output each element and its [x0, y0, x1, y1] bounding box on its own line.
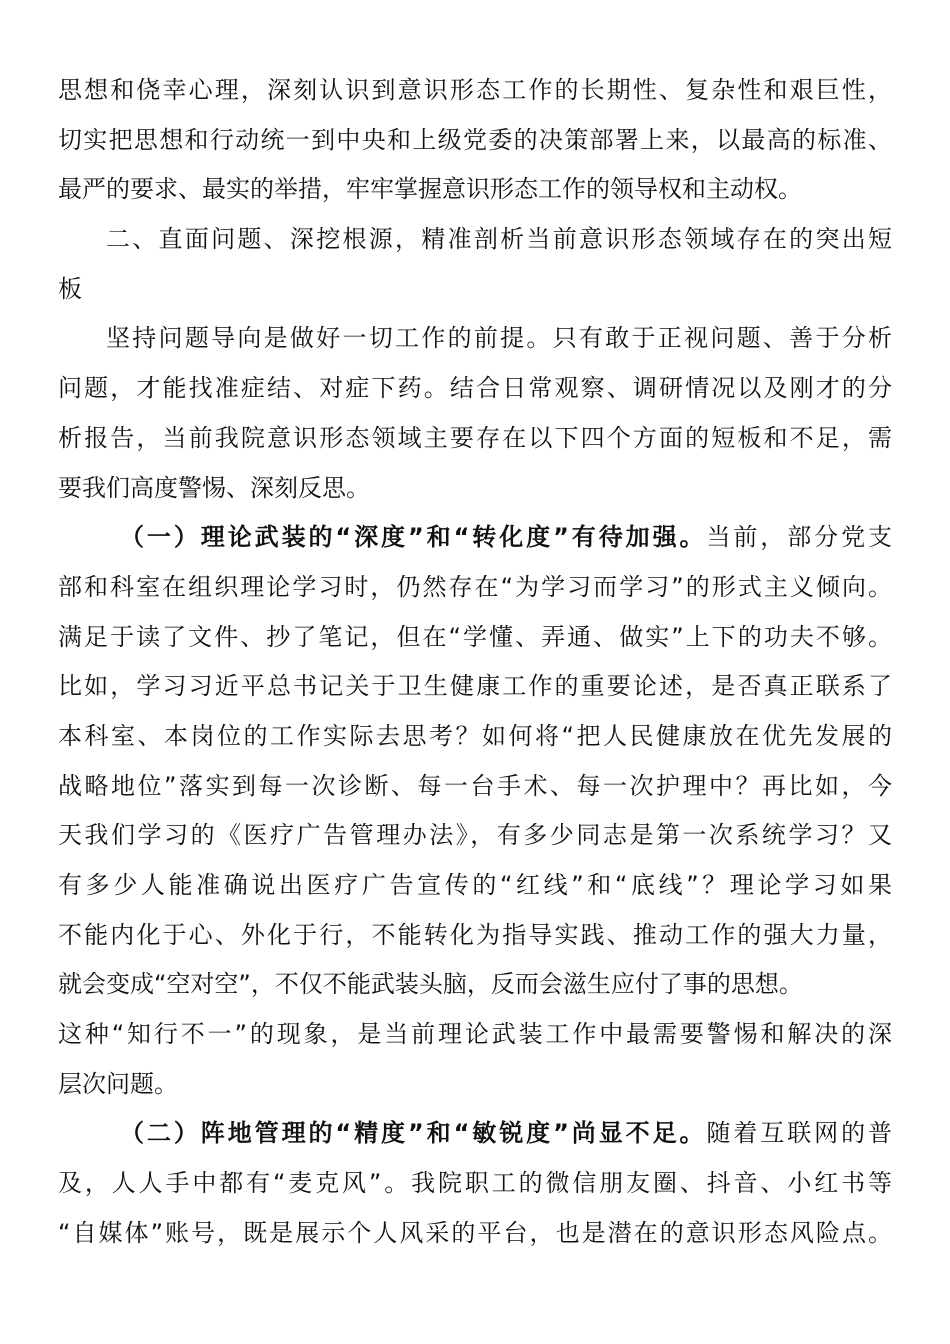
point-two-first-line	[58, 1109, 892, 1159]
text-line: 要我们高度警惕、深刻反思。	[58, 473, 370, 502]
point-one-paragraph	[58, 513, 892, 1109]
text-line: 本科室、本岗位的工作实际去思考？如何将“把人民健康放在优先发展的	[58, 721, 892, 750]
heading-line: 板	[58, 274, 82, 303]
text-line: 层次问题。	[58, 1069, 178, 1098]
text-line: 坚持问题导向是做好一切工作的前提。只有敢于正视问题、善于分析	[106, 324, 892, 353]
text-line: 最严的要求、最实的举措，牢牢掌握意识形态工作的领导权和主动权。	[58, 175, 802, 204]
text-line: 切实把思想和行动统一到中央和上级党委的决策部署上来，以最高的标准、	[58, 125, 892, 154]
point-one-first-line	[58, 513, 892, 563]
text-line: 不能内化于心、外化于行，不能转化为指导实践、推动工作的强大力量，	[58, 920, 892, 949]
text-line: 这种“知行不一”的现象，是当前理论武装工作中最需要警惕和解决的深	[58, 1020, 892, 1049]
point-one-first-line-rest: 当前，部分党支	[706, 523, 893, 552]
text-line: 满足于读了文件、抄了笔记，但在“学懂、弄通、做实”上下的功夫不够。	[58, 622, 892, 651]
point-one-title: （一）理论武装的“深度”和“转化度”有待加强。	[120, 523, 707, 552]
section-two-heading	[58, 215, 892, 314]
continuation-paragraph	[58, 66, 892, 215]
text-line: 比如，学习习近平总书记关于卫生健康工作的重要论述，是否真正联系了	[58, 672, 892, 701]
text-line: 析报告，当前我院意识形态领域主要存在以下四个方面的短板和不足，需	[58, 423, 892, 452]
text-line: “自媒体”账号，既是展示个人风采的平台，也是潜在的意识形态风险点。	[58, 1218, 892, 1247]
text-line: 有多少人能准确说出医疗广告宣传的“红线”和“底线”？理论学习如果	[58, 871, 892, 899]
text-line: 就会变成“空对空”，不仅不能武装头脑，反而会滋生应付了事的思想。	[58, 970, 803, 999]
point-two-first-line-rest: 随着互联网的普	[706, 1119, 893, 1148]
point-two-title: （二）阵地管理的“精度”和“敏锐度”尚显不足。	[120, 1119, 707, 1148]
text-line: 及，人人手中都有“麦克风”。我院职工的微信朋友圈、抖音、小红书等	[58, 1169, 892, 1198]
text-line: 部和科室在组织理论学习时，仍然存在“为学习而学习”的形式主义倾向。	[58, 572, 892, 601]
intro-paragraph	[58, 314, 892, 513]
text-line: 战略地位”落实到每一次诊断、每一台手术、每一次护理中？再比如，今	[58, 771, 892, 800]
text-line: 天我们学习的《医疗广告管理办法》，有多少同志是第一次系统学习？又	[58, 821, 892, 850]
heading-line: 二、直面问题、深挖根源，精准剖析当前意识形态领域存在的突出短	[106, 225, 892, 254]
point-two-paragraph	[58, 1109, 892, 1258]
text-line: 问题，才能找准症结、对症下药。结合日常观察、调研情况以及刚才的分	[58, 374, 892, 403]
document-body	[58, 66, 892, 1259]
text-line: 思想和侥幸心理，深刻认识到意识形态工作的长期性、复杂性和艰巨性，	[58, 76, 892, 104]
